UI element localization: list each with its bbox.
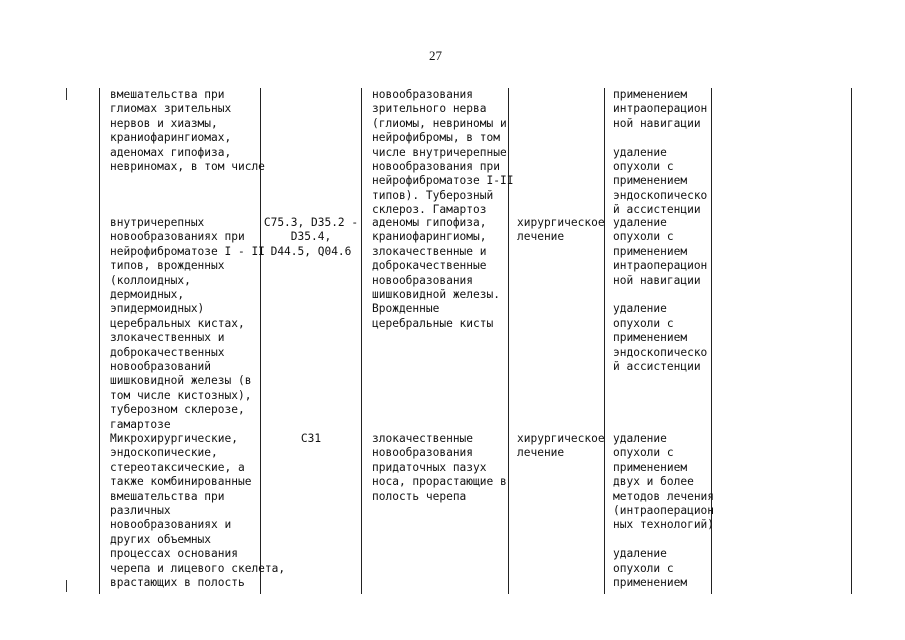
model-cell: злокачественные новообразования придаточных пазух носа, прорастающие в полость черепа — [372, 432, 507, 503]
diagnosis-cell: вмешательства при глиомах зрительных нервов и хиазмы, краниофарингиомах, аденомах гипофиза, невриномах, в том числе — [110, 88, 265, 174]
column-rule — [99, 88, 100, 594]
treatment-type-cell: хирургическое лечение — [517, 216, 605, 244]
column-rule — [851, 88, 852, 594]
treatment-type-cell: хирургическое лечение — [517, 432, 605, 460]
diagnosis-cell: Микрохирургические, эндоскопические, стереотаксические, а также комбинированные вмешательства при различных новообразованиях и других объемных процессах основания черепа и лицевого скелета, врастающих в полость — [110, 432, 286, 590]
diagnosis-cell: внутричерепных новообразованиях при нейрофиброматозе I - II типов, врожденных (коллоидных, дермоидных, эпидермоидных) церебральных кистах, злокачественных и доброкачественных новообразований шишковидной железы (в том числе кистозных), туберозном склерозе, гамартозе — [110, 216, 265, 431]
method-cell: применением интраоперацион ной навигации удаление опухоли с применением эндоскопическо й ассистенции — [613, 88, 708, 217]
model-cell: новообразования зрительного нерва (глиомы, невриномы и нейрофибромы, в том числе внутричерепные новообразования при нейрофиброматозе I-II типов). Туберозный склероз. Гамартоз — [372, 88, 514, 217]
page-number: 27 — [429, 48, 442, 63]
column-rule — [604, 88, 605, 594]
method-cell: удаление опухоли с применением двух и более методов лечения (интраоперацион ных технологий) удаление опухоли с применением — [613, 432, 715, 590]
icd-code-cell: C31 — [300, 432, 322, 445]
column-rule — [361, 88, 362, 594]
method-cell: удаление опухоли с применением интраоперацион ной навигации удаление опухоли с применением эндоскопическо й ассистенции — [613, 216, 708, 374]
icd-code-cell: C75.3, D35.2 - D35.4, D44.5, Q04.6 — [263, 216, 359, 258]
page-edge-mark — [66, 580, 70, 592]
page-edge-mark — [66, 88, 70, 100]
model-cell: аденомы гипофиза, краниофарингиомы, злокачественные и доброкачественные новообразования шишковидной железы. Врожденные церебральные кисты — [372, 216, 500, 330]
